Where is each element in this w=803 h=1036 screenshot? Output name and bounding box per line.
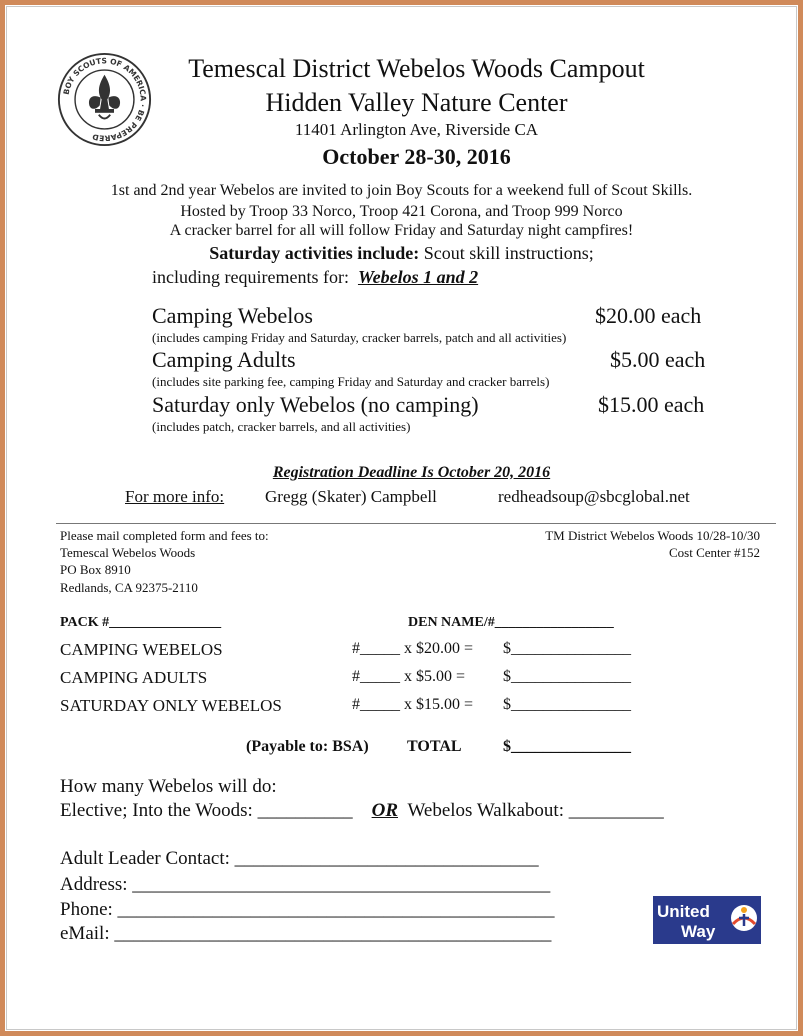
price-item-price: $5.00 each <box>610 347 706 372</box>
elective-question: How many Webelos will do: <box>60 776 277 797</box>
event-title: Temescal District Webelos Woods Campout <box>188 54 645 83</box>
price-item-name: Saturday only Webelos (no camping) <box>152 392 479 417</box>
more-info-label: For more info: <box>125 487 225 506</box>
form-row-label: SATURDAY ONLY WEBELOS <box>60 696 282 715</box>
requirements-line <box>152 267 478 288</box>
reference-cost-center: Cost Center #152 <box>669 545 760 560</box>
saturday-activities-text: Scout skill instructions; <box>419 243 594 263</box>
price-item-note: (includes camping Friday and Saturday, cracker barrels, patch and all activities) <box>152 330 567 345</box>
form-row-quantity[interactable]: #_____ x $15.00 = <box>352 696 474 713</box>
form-row-amount[interactable]: $_______________ <box>503 640 631 657</box>
svg-text:BOY SCOUTS OF AMERICA · BE PRE: BOY SCOUTS OF AMERICA · BE PREPARED <box>61 56 148 143</box>
phone-field[interactable]: Phone: ______________________________________________ <box>60 899 555 920</box>
intro-line-1: 1st and 2nd year Webelos are invited to join Boy Scouts for a weekend full of Scout Skills. <box>110 182 693 199</box>
svg-text:United: United <box>657 902 710 921</box>
or-label: OR <box>371 800 398 821</box>
pack-number-field[interactable]: PACK #________________ <box>60 615 222 630</box>
form-row-amount[interactable]: $_______________ <box>503 696 631 713</box>
reference-event: TM District Webelos Woods 10/28-10/30 <box>545 528 760 543</box>
total-amount-field[interactable]: $_______________ <box>503 738 631 755</box>
price-item-note: (includes patch, cracker barrels, and all activities) <box>152 419 411 434</box>
webelos-walkabout-field[interactable]: Webelos Walkabout: __________ <box>407 800 664 821</box>
venue-name: Hidden Valley Nature Center <box>265 88 568 117</box>
den-name-field[interactable]: DEN NAME/#_________________ <box>408 615 614 630</box>
mail-address-line: Redlands, CA 92375-2110 <box>60 580 198 595</box>
requirements-link: Webelos 1 and 2 <box>357 267 479 287</box>
mail-address-line: PO Box 8910 <box>60 562 131 577</box>
form-row-quantity[interactable]: #_____ x $5.00 = <box>352 668 466 685</box>
svg-text:Way: Way <box>681 922 716 941</box>
united-way-logo <box>653 896 761 944</box>
price-item-note: (includes site parking fee, camping Friday and Saturday and cracker barrels) <box>152 374 550 389</box>
address-field[interactable]: Address: ____________________________________________ <box>60 874 551 895</box>
saturday-activities-label: Saturday activities include: <box>209 243 420 263</box>
intro-line-2: Hosted by Troop 33 Norco, Troop 421 Corona, and Troop 999 Norco <box>180 203 623 220</box>
payable-to: (Payable to: BSA) <box>246 738 369 755</box>
form-row-quantity[interactable]: #_____ x $20.00 = <box>352 640 474 657</box>
total-label: TOTAL <box>407 738 462 755</box>
form-row-label: CAMPING WEBELOS <box>60 640 223 659</box>
contact-email[interactable]: redheadsoup@sbcglobal.net <box>498 487 690 506</box>
price-item-price: $20.00 each <box>595 303 702 328</box>
venue-address: 11401 Arlington Ave, Riverside CA <box>294 120 539 139</box>
cut-line-divider <box>56 523 776 524</box>
saturday-activities <box>0 243 803 264</box>
mail-address-line: Temescal Webelos Woods <box>60 545 196 560</box>
price-item-name: Camping Webelos <box>152 303 313 328</box>
form-row-label: CAMPING ADULTS <box>60 668 208 687</box>
contact-name: Gregg (Skater) Campbell <box>265 487 437 506</box>
adult-leader-contact-field[interactable]: Adult Leader Contact: ________________________________ <box>60 848 539 869</box>
event-date: October 28-30, 2016 <box>322 144 511 169</box>
requirements-label: including requirements for: <box>152 267 349 287</box>
price-item-price: $15.00 each <box>598 392 705 417</box>
email-field[interactable]: eMail: ______________________________________________ <box>60 923 552 944</box>
form-row-amount[interactable]: $_______________ <box>503 668 631 685</box>
price-item-name: Camping Adults <box>152 347 296 372</box>
intro-line-3: A cracker barrel for all will follow Friday and Saturday night campfires! <box>169 222 634 239</box>
mail-instructions: Please mail completed form and fees to: <box>60 528 269 543</box>
into-the-woods-field[interactable]: Elective; Into the Woods: __________ <box>60 800 353 821</box>
elective-line <box>60 800 664 822</box>
registration-deadline: Registration Deadline Is October 20, 2016 <box>272 464 551 481</box>
